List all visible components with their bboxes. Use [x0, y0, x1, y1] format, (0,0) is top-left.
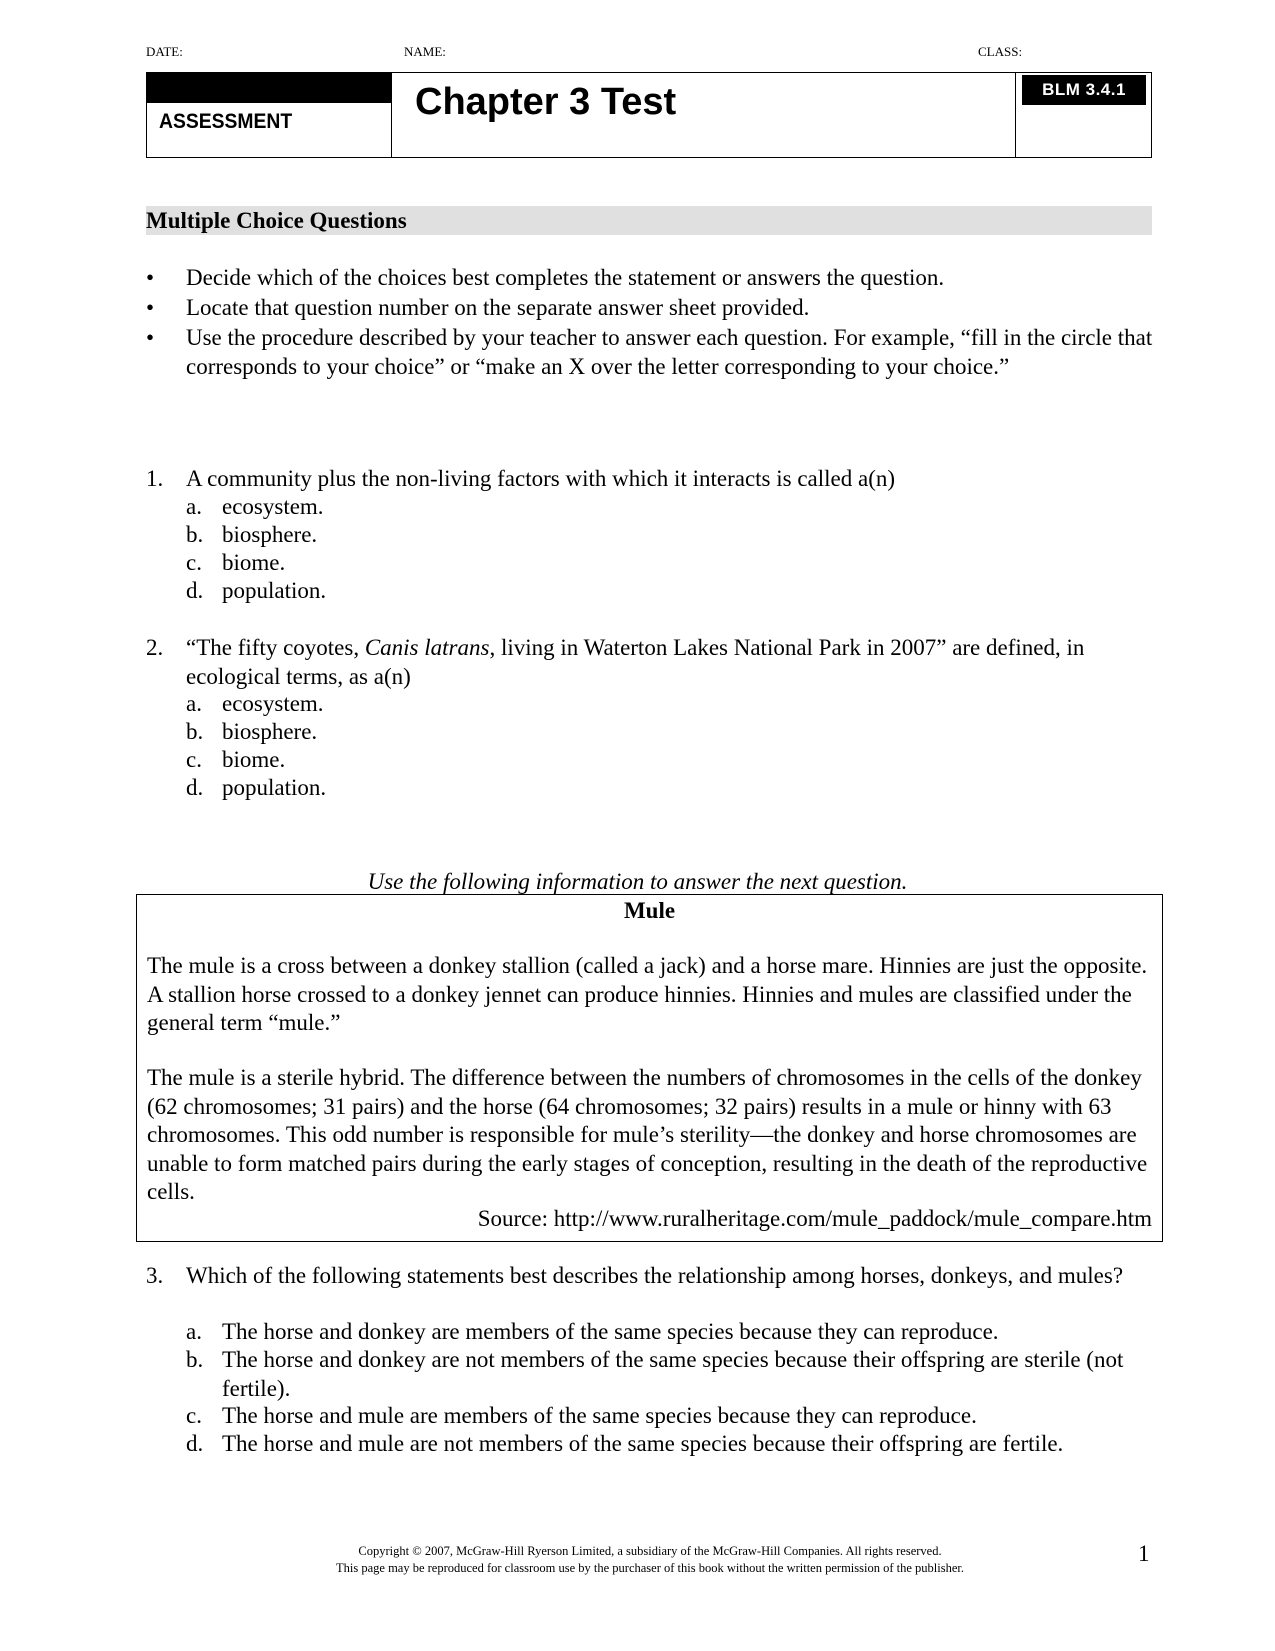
species-name: Canis latrans [364, 635, 490, 660]
assessment-cell [147, 73, 392, 157]
info-title: Mule [623, 898, 676, 923]
blm-badge: BLM 3.4.1 [1022, 75, 1146, 105]
question-text-pre: “The fifty coyotes, [186, 635, 365, 660]
option-letter: c. [186, 747, 202, 772]
option-text: The horse and mule are members of the same species because they can reproduce. [222, 1403, 977, 1428]
option-letter: d. [186, 578, 204, 603]
reproduction-notice: This page may be reproduced for classroom use by the purchaser of this book without the written permission of the publisher. [336, 1561, 964, 1575]
question-text [186, 634, 1156, 691]
name-label: NAME: [404, 44, 446, 59]
option-letter: a. [186, 494, 202, 519]
info-source: Source: http://www.ruralheritage.com/mule_paddock/mule_compare.htm [477, 1206, 1152, 1231]
blm-cell [1015, 73, 1151, 157]
option-letter: b. [186, 1347, 204, 1372]
option-text: population. [222, 578, 327, 603]
option-text: biome. [222, 747, 286, 772]
question-text: A community plus the non-living factors with which it interacts is called a(n) [186, 466, 896, 491]
instruction-text: Use the procedure described by your teacher to answer each question. For example, “fill in the circle that corresponds to your choice” or “make an X over the letter corresponding to your choice.” [186, 325, 1153, 379]
question-number: 1. [146, 466, 164, 491]
option-letter: a. [186, 1319, 202, 1344]
question-text-post: , living in Waterton Lakes National Park in 2007” are defined, in ecological terms, as a(n) [186, 635, 1085, 689]
page-title: Chapter 3 Test [415, 81, 677, 123]
instruction-text: Decide which of the choices best completes the statement or answers the question. [186, 265, 945, 290]
info-intro: Use the following information to answer the next question. [367, 869, 908, 894]
option-text: The horse and donkey are members of the same species because they can reproduce. [222, 1319, 999, 1344]
bullet-icon: • [146, 295, 155, 320]
option-text: The horse and donkey are not members of the same species because their offspring are sterile (not fertile). [222, 1347, 1124, 1401]
question-number: 2. [146, 635, 164, 660]
date-label: DATE: [146, 44, 183, 59]
option-letter: a. [186, 691, 202, 716]
assessment-label: ASSESSMENT [159, 110, 293, 133]
info-paragraph-1: The mule is a cross between a donkey stallion (called a jack) and a horse mare. Hinnies are just the opposite. A stallion horse crossed to a donkey jennet can produce hinnies. Hinnies and mules are classified under the general term “mule.” [147, 953, 1148, 1035]
option-text: biosphere. [222, 522, 318, 547]
option-letter: d. [186, 775, 204, 800]
option-text: The horse and mule are not members of the same species because their offspring are fertile. [222, 1431, 1064, 1456]
option-text: population. [222, 775, 327, 800]
instruction-text: Locate that question number on the separate answer sheet provided. [186, 295, 810, 320]
assessment-bar [147, 73, 391, 103]
bullet-icon: • [146, 265, 155, 290]
footer [0, 1543, 1275, 1577]
info-paragraph-2: The mule is a sterile hybrid. The difference between the numbers of chromosomes in the cells of the donkey (62 chromosomes; 31 pairs) and the horse (64 chromosomes; 32 pairs) results in a mule or hinny with 63 chromosomes. This odd number is responsible for mule’s sterility—the donkey and horse chromosomes are unable to form matched pairs during the early stages of conception, resulting in the death of the reproductive cells. [147, 1065, 1148, 1204]
option-text: ecosystem. [222, 494, 324, 519]
option-text: ecosystem. [222, 691, 324, 716]
option-text: biome. [222, 550, 286, 575]
header-box [146, 72, 1152, 158]
class-label: CLASS: [978, 44, 1023, 59]
option-letter: d. [186, 1431, 204, 1456]
option-letter: b. [186, 719, 204, 744]
option-letter: c. [186, 550, 202, 575]
question-text: Which of the following statements best describes the relationship among horses, donkeys, and mules? [186, 1263, 1124, 1288]
option-letter: c. [186, 1403, 202, 1428]
info-box [136, 894, 1163, 1242]
page-number: 1 [1138, 1541, 1150, 1566]
option-letter: b. [186, 522, 204, 547]
section-heading: Multiple Choice Questions [146, 206, 1152, 235]
option-text: biosphere. [222, 719, 318, 744]
bullet-icon: • [146, 325, 155, 350]
copyright-line: Copyright © 2007, McGraw-Hill Ryerson Limited, a subsidiary of the McGraw-Hill Companies. All rights reserved. [358, 1544, 942, 1558]
question-number: 3. [146, 1263, 164, 1288]
